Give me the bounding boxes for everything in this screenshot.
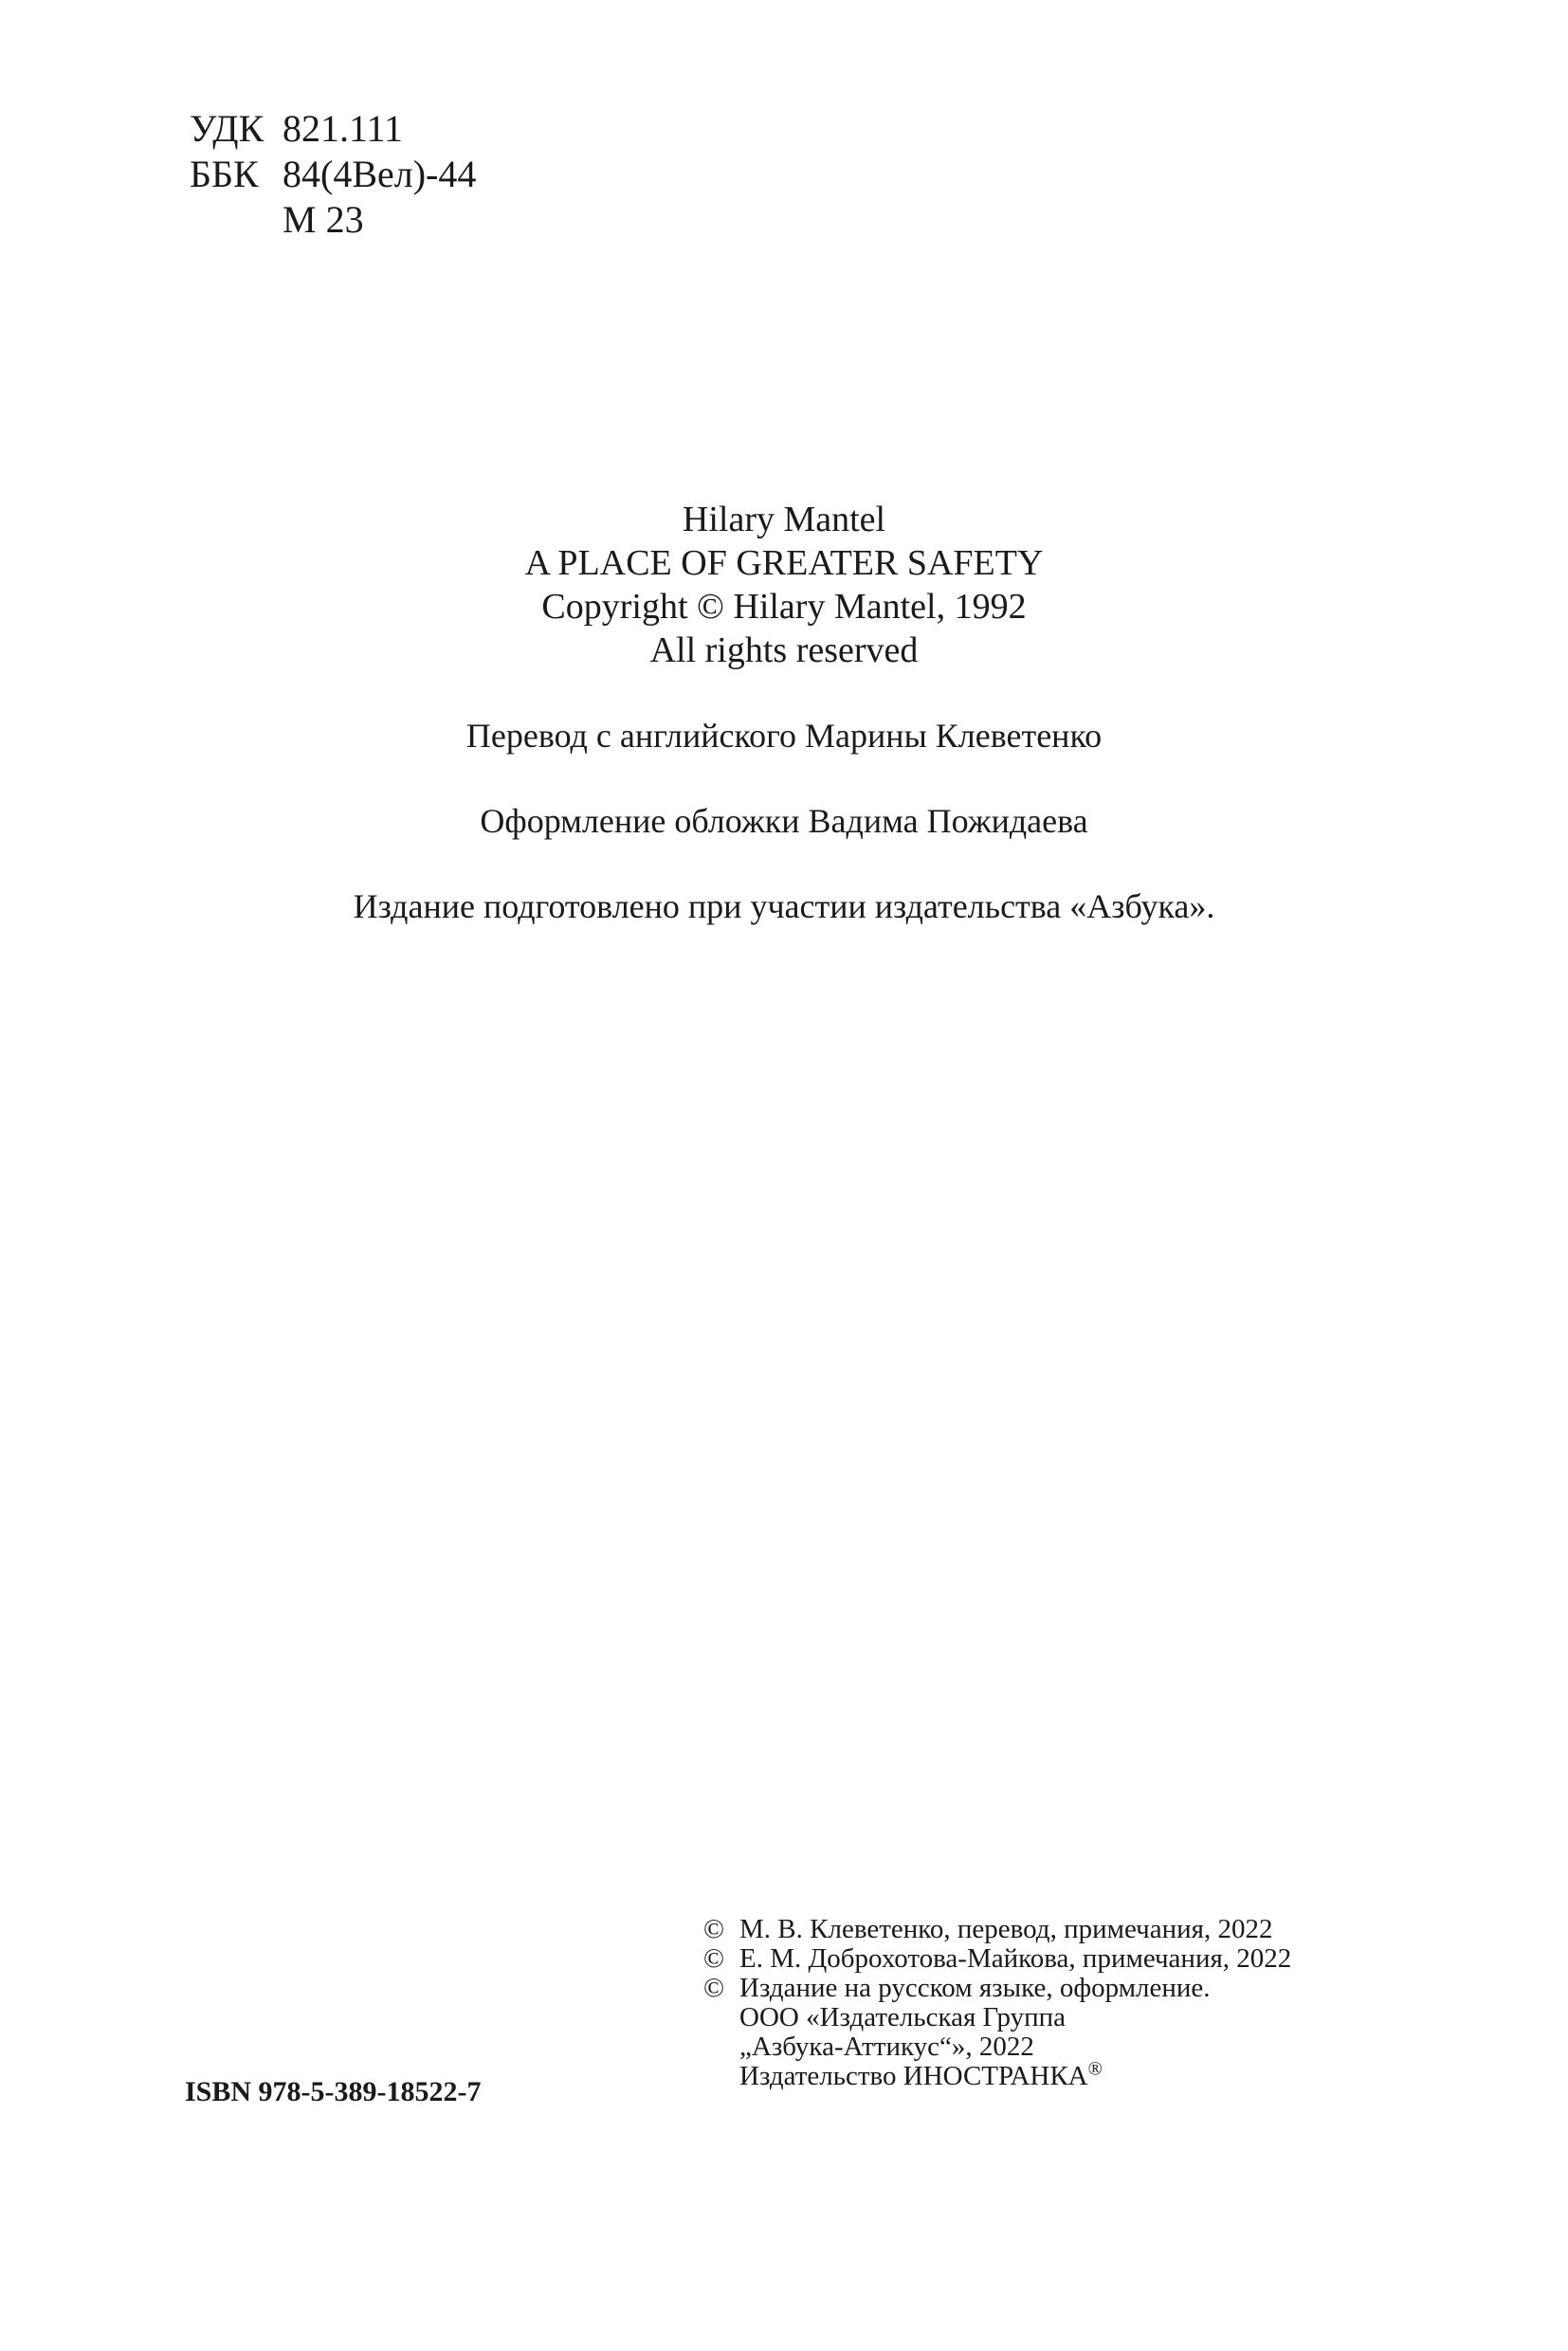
notice-line: ООО «Издательская Группа	[739, 2002, 1067, 2032]
original-author: Hilary Mantel	[682, 500, 886, 539]
udk-label: УДК	[190, 107, 264, 150]
classification-block	[190, 106, 476, 243]
copyright-symbol: ©	[703, 1943, 725, 1974]
copyright-notices	[703, 1915, 1291, 2091]
author-mark: М 23	[283, 198, 364, 241]
notice-item	[703, 1944, 1291, 1974]
notice-item	[703, 1915, 1291, 1944]
original-edition-block	[0, 498, 1568, 672]
udk-value: 821.111	[283, 107, 404, 150]
translator-credit: Перевод с английского Марины Клеветенко	[465, 717, 1103, 755]
notice-line: Е. М. Доброхотова-Майкова, примечания, 2022	[739, 1943, 1292, 1974]
original-copyright: Copyright © Hilary Mantel, 1992	[541, 587, 1027, 627]
notice-item	[703, 1974, 1291, 2091]
notice-line: М. В. Клеветенко, перевод, примечания, 2022	[739, 1914, 1273, 1944]
author-mark-row	[190, 197, 476, 243]
participation-note: Издание подготовлено при участии издательства «Азбука».	[353, 887, 1215, 925]
isbn: ISBN 978-5-389-18522-7	[185, 2076, 482, 2107]
original-title: A PLACE OF GREATER SAFETY	[524, 543, 1044, 583]
notice-line: Издание на русском языке, оформление.	[739, 1973, 1211, 2003]
copyright-symbol: ©	[703, 1914, 725, 1944]
bbk-row	[190, 152, 476, 197]
udk-row	[190, 106, 476, 152]
publisher-imprint	[739, 2058, 1211, 2091]
cover-design-credit: Оформление обложки Вадима Пожидаева	[480, 802, 1088, 840]
registered-mark: ®	[1087, 2058, 1103, 2080]
imprint-name: Издательство ИНОСТРАНКА	[739, 2061, 1088, 2091]
bbk-label: ББК	[190, 153, 259, 195]
notice-line: „Азбука-Аттикус“», 2022	[739, 2032, 1034, 2062]
original-rights: All rights reserved	[649, 630, 919, 670]
copyright-symbol: ©	[703, 1973, 725, 2003]
bbk-value: 84(4Вел)-44	[283, 153, 477, 195]
